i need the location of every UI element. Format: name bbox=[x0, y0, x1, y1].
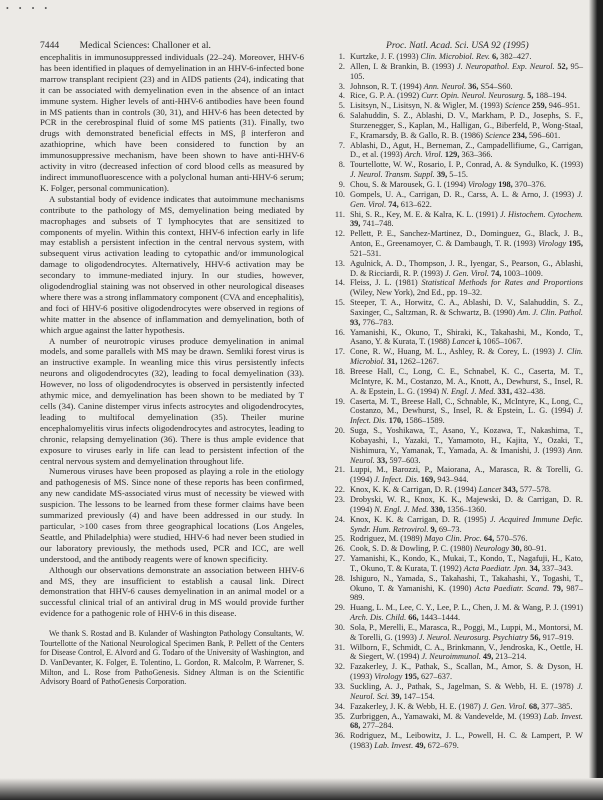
reference-pages: (Wiley, New York), 2nd Ed., pp. 19–32. bbox=[350, 288, 483, 298]
reference-item bbox=[326, 643, 583, 663]
reference-volume: 195, bbox=[404, 672, 419, 682]
reference-journal: Lancet bbox=[452, 337, 475, 347]
reference-volume: 33, bbox=[376, 455, 388, 465]
reference-pages: 943–944. bbox=[435, 475, 469, 485]
reference-number: 31. bbox=[334, 642, 345, 652]
reference-authors: Sola, P., Merelli, E., Marasca, R., Poggi, M., Luppi, M., Montorsi, M. & Torelli, G. (1993) bbox=[350, 622, 583, 642]
reference-authors: Rice, G. P. A. (1992) bbox=[350, 91, 422, 101]
reference-authors: Ablashi, D., Agut, H., Berneman, Z., Campadellifiume, G., Carrigan, D., et al. (1993) bbox=[350, 140, 583, 160]
reference-journal: J. Gen. Virol. bbox=[444, 268, 489, 278]
reference-volume: 49, bbox=[482, 652, 494, 662]
reference-volume: 66, bbox=[408, 613, 419, 623]
reference-item bbox=[326, 702, 583, 712]
reference-text bbox=[350, 554, 583, 574]
reference-authors: Cook, S. D. & Dowling, P. C. (1980) bbox=[350, 544, 475, 554]
reference-number: 18. bbox=[334, 367, 345, 376]
reference-pages: 5–15. bbox=[447, 170, 468, 180]
reference-number: 32. bbox=[334, 662, 345, 672]
reference-journal: Lab. Invest. bbox=[543, 711, 583, 721]
reference-authors: Tourtellotte, W. W., Rosario, I. P., Conrad, A. & Syndulko, K. (1993) bbox=[350, 160, 583, 170]
reference-pages: 946–951. bbox=[546, 101, 580, 111]
reference-volume: 93, bbox=[350, 317, 361, 327]
reference-number: 2. bbox=[338, 61, 345, 71]
reference-text bbox=[350, 328, 583, 348]
reference-volume: 68, bbox=[528, 701, 540, 711]
acknowledgments: We thank S. Rostad and B. Kulander of Washington Pathology Consultants, W. Tourtellotte of the National Neurological Specimen Bank, P. Pellett of the Centers for Disease Control, E. Alvord and G. Todaro of the University of Washington, and D. VanDevanter, K. Folger, E. Tolentino, L. Gordon, R. Malcolm, P. Warrener, S. Milton, and L. Rose from PathoGenesis. Sidney Altman is on the Scientific Advisory Board of PathoGenesis Corporation. bbox=[40, 629, 304, 687]
reference-number: 35. bbox=[334, 711, 345, 721]
reference-number: 33. bbox=[334, 682, 345, 691]
reference-pages: 917–919. bbox=[540, 632, 574, 642]
reference-number: 17. bbox=[334, 347, 345, 357]
reference-item bbox=[326, 485, 583, 495]
reference-pages: 363–366. bbox=[459, 150, 493, 160]
reference-authors: Breese Hall, C., Long, C. E., Schnabel, K. C., Caserta, M. T., McIntyre, K. M., Costanzo, M. A., Knott, A., Dewhurst, S., Insel, R. A. & Epstein, L. G. (1994) bbox=[350, 367, 583, 396]
reference-authors: Knox, K. K. & Carrigan, D. R. (1995) bbox=[350, 514, 491, 524]
reference-authors: Gompels, U. A., Carrigan, D. R., Carss, A. L. & Arno, J. (1993) bbox=[350, 189, 578, 199]
reference-volume: 30, bbox=[511, 544, 522, 554]
reference-text bbox=[350, 91, 583, 101]
reference-pages: 1356–1360. bbox=[444, 504, 487, 514]
reference-journal: N. Engl. J. Med. bbox=[374, 504, 429, 514]
reference-authors: Zurbriggen, A., Yamawaki, M. & Vandevelde, M. (1993) bbox=[350, 711, 544, 721]
reference-number: 15. bbox=[334, 298, 345, 308]
reference-volume: 74, bbox=[388, 199, 399, 209]
reference-authors: Shi, S. R., Key, M. E. & Kalra, K. L. (1991) bbox=[350, 209, 501, 219]
reference-pages: 1586–1589. bbox=[403, 416, 445, 426]
reference-volume: 343, bbox=[503, 485, 518, 495]
reference-volume: 331, bbox=[497, 386, 513, 396]
reference-journal: J. Neuroimmunol. bbox=[421, 652, 481, 662]
reference-journal: J. Infect. Dis. bbox=[350, 406, 583, 426]
reference-journal: J. Gen. Virol. bbox=[350, 189, 583, 209]
reference-pages: 521–531. bbox=[350, 248, 382, 258]
reference-item bbox=[326, 298, 583, 328]
reference-volume: 9, bbox=[430, 524, 437, 534]
reference-item bbox=[326, 91, 583, 101]
reference-journal: J. Neuropathol. Exp. Neurol. bbox=[457, 61, 555, 71]
reference-text bbox=[350, 278, 583, 298]
reference-authors: Rodriguez, M. (1989) bbox=[350, 534, 425, 544]
reference-journal: J. Acquired Immune Defic. Syndr. Hum. Retrovirol. bbox=[350, 514, 583, 534]
reference-volume: 68, bbox=[350, 721, 361, 731]
reference-journal: J. Clin. Microbiol. bbox=[350, 347, 583, 367]
reference-authors: Fazakerley, J. K., Pathak, S., Scallan, M., Amor, S. & Dyson, H. (1993) bbox=[350, 662, 583, 682]
reference-text bbox=[350, 101, 583, 111]
reference-number: 5. bbox=[338, 101, 345, 111]
running-title: Medical Sciences: Challoner et al. bbox=[79, 40, 211, 51]
reference-text bbox=[350, 682, 583, 702]
reference-volume: 129, bbox=[444, 150, 460, 160]
reference-pages: S54–S60. bbox=[478, 81, 513, 91]
reference-text bbox=[350, 515, 583, 535]
reference-item bbox=[326, 495, 583, 515]
reference-text bbox=[350, 712, 583, 732]
reference-item bbox=[326, 347, 583, 367]
reference-number: 30. bbox=[334, 622, 345, 632]
reference-authors: Johnson, R. T. (1994) bbox=[350, 81, 424, 91]
reference-text bbox=[350, 160, 583, 180]
reference-authors: Rodriguez, M., Leibowitz, J. L., Powell, H. C. & Lampert, P. W (1983) bbox=[350, 731, 583, 751]
scan-edge-shadow bbox=[589, 0, 603, 800]
reference-authors: Yamanishi, K., Okuno, T., Shiraki, K., Takahashi, M., Kondo, T., Asano, Y. & Kurata, T. (1988) bbox=[350, 327, 583, 347]
reference-number: 16. bbox=[334, 327, 345, 337]
reference-journal: Virology bbox=[468, 179, 497, 189]
reference-item bbox=[326, 229, 583, 259]
reference-authors: Cone, R. W., Huang, M. L., Ashley, R. & Corey, L. (1993) bbox=[350, 347, 558, 357]
reference-text bbox=[350, 662, 583, 682]
reference-volume: 79, bbox=[552, 583, 564, 593]
reference-number: 7. bbox=[338, 140, 345, 150]
reference-list bbox=[326, 52, 583, 751]
reference-volume: 39, bbox=[391, 691, 402, 701]
reference-journal: Acta Paediatr. Scand. bbox=[474, 583, 550, 593]
reference-volume: 36, bbox=[468, 81, 479, 91]
reference-item bbox=[326, 554, 583, 574]
reference-item bbox=[326, 210, 583, 230]
reference-item bbox=[326, 62, 583, 82]
reference-volume: 234, bbox=[512, 130, 527, 140]
reference-text bbox=[350, 643, 583, 663]
reference-item bbox=[326, 534, 583, 544]
reference-journal: J. Neurol. Neurosurg. Psychiatry bbox=[418, 632, 529, 642]
reference-authors: Ishiguro, N., Yamada, S., Takahashi, T., Takahashi, Y., Togashi, T., Okuno, T. & Yamanishi, K. (1990) bbox=[350, 573, 583, 593]
reference-authors: Steeper, T. A., Horwitz, C. A., Ablashi, D. V., Salahuddin, S. Z., Saxinger, C., Saltzman, R. & Schwartz, B. (1990) bbox=[350, 298, 583, 317]
reference-text bbox=[350, 397, 583, 427]
reference-item bbox=[326, 544, 583, 554]
reference-item bbox=[326, 52, 583, 62]
reference-authors: Lisitsyn, N., Lisitsyn, N. & Wigler, M. (1993) bbox=[350, 101, 505, 111]
reference-authors: Fleiss, J. L. (1981) bbox=[350, 278, 422, 288]
page-number: 7444 bbox=[40, 40, 60, 51]
reference-volume: 49, bbox=[415, 741, 426, 751]
reference-pages: 577–578. bbox=[517, 485, 551, 495]
reference-pages: 277–284. bbox=[360, 721, 394, 731]
reference-text bbox=[350, 141, 583, 161]
reference-volume: 198, bbox=[498, 179, 513, 189]
reference-item bbox=[326, 603, 583, 623]
reference-pages: 370–376. bbox=[512, 179, 546, 189]
reference-journal: Lab. Invest. bbox=[374, 741, 414, 751]
reference-journal: Science bbox=[504, 101, 531, 111]
reference-journal: Statistical Methods for Rates and Proportions bbox=[421, 278, 583, 288]
reference-authors: Agulnick, A. D., Thompson, J. R., Iyengar, S., Pearson, G., Ablashi, D. & Ricciardi, R. P. (1993) bbox=[350, 258, 583, 278]
reference-journal: Science bbox=[485, 130, 511, 140]
reference-pages: 613–622. bbox=[398, 199, 432, 209]
reference-text bbox=[350, 229, 583, 259]
reference-volume: 52, bbox=[557, 61, 568, 71]
reference-authors: Fazakerley, J. K. & Webb, H. E. (1987) bbox=[350, 701, 483, 711]
reference-number: 10. bbox=[334, 189, 345, 199]
reference-journal: N. Engl. J. Med. bbox=[441, 386, 496, 396]
reference-pages: 377–385. bbox=[539, 701, 573, 711]
reference-volume: 31, bbox=[387, 357, 398, 367]
reference-journal: Virology bbox=[374, 672, 403, 682]
reference-volume: i, bbox=[476, 337, 482, 347]
reference-authors: Kurtzke, J. F. (1993) bbox=[350, 52, 421, 61]
reference-text bbox=[350, 426, 583, 465]
scan-mark-dots: • • • • bbox=[6, 4, 52, 13]
reference-text bbox=[350, 544, 583, 554]
reference-number: 34. bbox=[334, 701, 345, 711]
reference-authors: Caserta, M. T., Breese Hall, C., Schnable, K., McIntyre, K., Long, C., Costanzo, M., Dewhurst, S., Insel, R. & Epstein, L. G. (1994) bbox=[350, 396, 583, 416]
reference-volume: 74, bbox=[491, 268, 502, 278]
reference-number: 11. bbox=[334, 209, 345, 219]
reference-number: 3. bbox=[338, 81, 345, 91]
reference-pages: 776–783. bbox=[360, 317, 394, 327]
reference-pages: 188–194. bbox=[533, 91, 567, 101]
reference-text bbox=[350, 210, 583, 230]
reference-text bbox=[350, 190, 583, 210]
reference-item bbox=[326, 397, 583, 427]
reference-pages: 1262–1267. bbox=[397, 357, 439, 367]
reference-pages: 337–343. bbox=[539, 563, 574, 573]
reference-authors: Wilborn, F., Schmidt, C. A., Brinkmann, V., Jendroska, K., Oettle, H. & Siegert, W. (1994) bbox=[350, 642, 583, 662]
reference-journal: Acta Paediatr. Jpn. bbox=[463, 563, 528, 573]
reference-pages: 147–154. bbox=[401, 691, 435, 701]
reference-item bbox=[326, 712, 583, 732]
reference-item bbox=[326, 259, 583, 279]
reference-text bbox=[350, 62, 583, 82]
reference-text bbox=[350, 298, 583, 328]
reference-number: 21. bbox=[334, 465, 345, 475]
body-paragraph: encephalitis in immunosuppressed individuals (22–24). Moreover, HHV-6 has been identified in plaques of demyelination in an HHV-6-infected bone marrow transplant recipient (23) and in AIDS patients (24), indicating that it can be associated with demyelination even in the absence of an intact immune system. Higher levels of anti-HHV-6 antibodies have been found in MS patients than in controls (30, 31), and HHV-6 has been detected by PCR in the cerebrospinal fluid of some MS patients (31). Finally, two drugs with demonstrated beneficial effects in MS, β interferon and azathioprine, which have been considered to function by an immunosuppressive mechanism, have been shown to have anti-HHV-6 activity in vitro (decreased infection of cord blood cells as measured by indirect immunofluorescence with a polyclonal human anti-HHV-6 serum; K. Folger, personal communication). bbox=[40, 52, 304, 193]
reference-number: 22. bbox=[334, 485, 345, 495]
reference-item bbox=[326, 515, 583, 535]
reference-authors: Salahuddin, S. Z., Ablashi, D. V., Markham, P. D., Josephs, S. F., Sturzenegger, S., Kaplan, M., Halligan, G., Biberfeld, P., Wong-Staal, F., Kramarsdy, B. & Gallo, R. B. (1986) bbox=[350, 111, 583, 140]
running-header bbox=[40, 40, 211, 51]
reference-pages: 95–105. bbox=[350, 61, 583, 81]
reference-pages: 741–748. bbox=[360, 219, 394, 229]
reference-item bbox=[326, 160, 583, 180]
reference-pages: 596–601. bbox=[526, 130, 561, 140]
reference-pages: 382–427. bbox=[498, 52, 532, 61]
reference-journal: Neurology bbox=[474, 544, 510, 554]
reference-journal: Am. J. Clin. Pathol. bbox=[517, 307, 583, 317]
reference-volume: 39, bbox=[350, 219, 361, 229]
reference-volume: 169, bbox=[420, 475, 436, 485]
reference-number: 12. bbox=[334, 229, 345, 239]
reference-journal: J. Neurol. Sci. bbox=[350, 682, 583, 701]
reference-volume: 259, bbox=[532, 101, 547, 111]
reference-item bbox=[326, 574, 583, 604]
reference-pages: 80–91. bbox=[521, 544, 547, 554]
reference-journal: Arch. Dis. Child. bbox=[350, 613, 407, 623]
reference-authors: Chou, S. & Marousek, G. I. (1994) bbox=[350, 179, 468, 189]
reference-pages: 213–214. bbox=[493, 652, 527, 662]
reference-authors: Yamanishi, K., Kondo, K., Mukai, T., Kondo, T., Nagafuji, H., Kato, T., Okuno, T. & Kurata, T. (1992) bbox=[350, 554, 583, 573]
reference-authors: Suga, S., Yoshikawa, T., Asano, Y., Kozawa, T., Nakashima, T., Kobayashi, I., Yazaki, T., Yamamoto, H., Kajita, Y., Ozaki, T., Nishimura, Y., Yamanak, T., Yamada, A. & Imanishi, J. (1993) bbox=[350, 426, 583, 455]
reference-pages: 987–989. bbox=[350, 583, 583, 603]
reference-text bbox=[350, 367, 583, 397]
reference-journal: Virology bbox=[538, 239, 567, 249]
reference-item bbox=[326, 662, 583, 682]
reference-item bbox=[326, 426, 583, 465]
reference-number: 8. bbox=[338, 160, 345, 170]
reference-journal: J. Gen. Virol. bbox=[482, 701, 527, 711]
reference-text bbox=[350, 574, 583, 604]
reference-item bbox=[326, 623, 583, 643]
reference-pages: 627–637. bbox=[418, 672, 453, 682]
reference-journal: Ann. Neurol. bbox=[423, 81, 467, 91]
reference-authors: Luppi, M., Barozzi, P., Maiorana, A., Marasca, R. & Torelli, G. (1994) bbox=[350, 465, 583, 485]
reference-number: 9. bbox=[338, 179, 345, 189]
reference-text bbox=[350, 347, 583, 367]
reference-authors: Knox, K. K. & Carrigan, D. R. (1994) bbox=[350, 485, 479, 495]
body-column bbox=[40, 52, 304, 687]
reference-pages: 570–576. bbox=[494, 534, 528, 544]
reference-text bbox=[350, 180, 583, 190]
scan-bottom-shadow bbox=[0, 778, 603, 800]
reference-journal: Curr. Opin. Neurol. Neurosurg. bbox=[421, 91, 526, 101]
reference-journal: Mayo Clin. Proc. bbox=[424, 534, 482, 544]
reference-authors: Suckling, A. J., Pathak, S., Jagelman, S. & Webb, H. E. (1978) bbox=[350, 682, 578, 691]
reference-item bbox=[326, 682, 583, 702]
body-paragraph: Numerous viruses have been proposed as playing a role in the etiology and pathogenesis of MS. Since none of these reports has been confirmed, any new candidate MS-associated virus must of necessity be viewed with suspicion. The lessons to be learned from these former claims have been summarized previously (4) and have been addressed in our study. In particular, >100 cases from three geographical locations (Los Angeles, Seattle, and Philadelphia) were studied, HHV-6 had never been studied in our laboratory previously, the methods used, PCR and ICC, are well understood, and the antibody reagents were of known specificity. bbox=[40, 466, 304, 564]
reference-item bbox=[326, 731, 583, 751]
reference-pages: 597–603. bbox=[387, 455, 421, 465]
reference-pages: 432–438. bbox=[512, 386, 546, 396]
reference-authors: Pellett, P. E., Sanchez-Martinez, D., Dominguez, G., Black, J. B., Anton, E., Greenamoyer, C. & Dambaugh, T. R. (1993) bbox=[350, 229, 583, 249]
reference-item bbox=[326, 180, 583, 190]
reference-text bbox=[350, 485, 583, 495]
reference-text bbox=[350, 702, 583, 712]
reference-number: 20. bbox=[334, 426, 345, 436]
reference-item bbox=[326, 367, 583, 397]
reference-pages: 1065–1067. bbox=[481, 337, 523, 347]
reference-text bbox=[350, 111, 583, 141]
reference-journal: J. Neurol. Transm. Suppl. bbox=[350, 170, 435, 180]
reference-text bbox=[350, 731, 583, 751]
reference-item bbox=[326, 465, 583, 485]
reference-text bbox=[350, 465, 583, 485]
reference-item bbox=[326, 190, 583, 210]
body-paragraph: A substantial body of evidence indicates that autoimmune mechanisms contribute to the pathology of MS, demyelination being mediated by macrophages and subsets of T lymphocytes that are sensitized to components of myelin. Within this context, HHV-6 infection early in life may establish a persistent infection in the central nervous system, with subsequent virus activation leading to cytopathic and/or immunological damage to oligodendrocytes. Alternatively, HHV-6 activation may be secondary to immune-mediated injury. In our studies, however, oligodendroglial staining was not observed in other neurological diseases where there was a strong inflammatory component (CVA and encephalitis), and foci of HHV-6 positive oligodendrocytes were observed in regions of white matter in the absence of inflammation and demyelination, both of which argue against the latter hypothesis. bbox=[40, 193, 304, 335]
reference-journal: Lancet bbox=[478, 485, 502, 495]
reference-text bbox=[350, 52, 583, 62]
reference-text bbox=[350, 623, 583, 643]
body-paragraph: Although our observations demonstrate an association between HHV-6 and MS, they are insufficient to establish a causal link. Direct demonstration that HHV-6 causes demyelination in an animal model or a successful clinical trial of an antiviral drug in MS would provide further evidence for a pathogenic role of HHV-6 in this disease. bbox=[40, 564, 304, 619]
reference-journal: J. Histochem. Cytochem. bbox=[500, 209, 584, 219]
reference-pages: 1443–1444. bbox=[418, 613, 461, 623]
reference-volume: 195, bbox=[568, 239, 583, 249]
reference-pages: 69–73. bbox=[436, 524, 462, 534]
reference-journal: Arch. Virol. bbox=[404, 150, 443, 160]
reference-number: 1. bbox=[338, 52, 345, 61]
reference-item bbox=[326, 111, 583, 141]
reference-number: 19. bbox=[334, 396, 345, 406]
reference-volume: 64, bbox=[483, 534, 495, 544]
reference-journal: J. Infect. Dis. bbox=[374, 475, 419, 485]
reference-item bbox=[326, 141, 583, 161]
reference-number: 13. bbox=[334, 258, 345, 268]
reference-pages: 672–679. bbox=[425, 741, 459, 751]
reference-volume: 39, bbox=[436, 170, 448, 180]
reference-item bbox=[326, 101, 583, 111]
reference-text bbox=[350, 603, 583, 623]
reference-text bbox=[350, 534, 583, 544]
reference-text bbox=[350, 82, 583, 92]
reference-number: 24. bbox=[334, 514, 345, 524]
journal-citation: Proc. Natl. Acad. Sci. USA 92 (1995) bbox=[386, 40, 529, 51]
reference-pages: 1003–1009. bbox=[501, 268, 543, 278]
reference-text bbox=[350, 259, 583, 279]
reference-item bbox=[326, 328, 583, 348]
reference-number: 25. bbox=[334, 534, 345, 544]
reference-journal: Ann. Neurol. bbox=[350, 445, 583, 465]
reference-number: 28. bbox=[334, 573, 345, 583]
reference-number: 23. bbox=[334, 494, 345, 504]
reference-volume: 56, bbox=[530, 632, 541, 642]
reference-volume: 6, bbox=[491, 52, 499, 61]
reference-number: 29. bbox=[334, 603, 345, 613]
reference-item bbox=[326, 278, 583, 298]
reference-authors: Allen, I. & Brankin, B. (1993) bbox=[350, 61, 458, 71]
reference-item bbox=[326, 82, 583, 92]
reference-number: 26. bbox=[334, 544, 345, 554]
reference-authors: Huang, L. M., Lee, C. Y., Lee, P. L., Chen, J. M. & Wang, P. J. (1991) bbox=[350, 603, 583, 613]
reference-number: 14. bbox=[334, 278, 345, 288]
reference-volume: 34, bbox=[529, 563, 540, 573]
reference-journal: Clin. Microbiol. Rev. bbox=[420, 52, 490, 61]
reference-number: 6. bbox=[338, 111, 345, 121]
reference-authors: Drobyski, W. R., Knox, K. K., Majewski, D. & Carrigan, D. R. (1994) bbox=[350, 494, 583, 514]
body-paragraph: A number of neurotropic viruses produce demyelination in animal models, and some parallels with MS may be drawn. Semliki forest virus is an instructive example. In weanling mice this virus persistently infects neurons and oligodendrocytes (32), leading to focal demyelination (33). However, no loss of oligodendrocytes is observed in persistently infected athymic mice, and demyelination has been shown to be mediated by T cells (34). Canine distemper virus infects astrocytes and oligodendrocytes, leading to multifocal demyelination (35). Theiler murine encephalomyelitis virus infects oligodendrocytes and astrocytes, leading to chronic, relapsing demyelination (36). There is thus ample evidence that exposure to viruses early in life can lead to persistent infection of the central nervous system and demyelination throughout life. bbox=[40, 335, 304, 466]
reference-volume: 5, bbox=[527, 91, 534, 101]
reference-text bbox=[350, 495, 583, 515]
reference-number: 36. bbox=[334, 731, 345, 741]
reference-volume: 330, bbox=[430, 504, 445, 514]
reference-volume: 170, bbox=[388, 416, 404, 426]
reference-number: 4. bbox=[338, 91, 345, 101]
reference-number: 27. bbox=[334, 554, 345, 564]
